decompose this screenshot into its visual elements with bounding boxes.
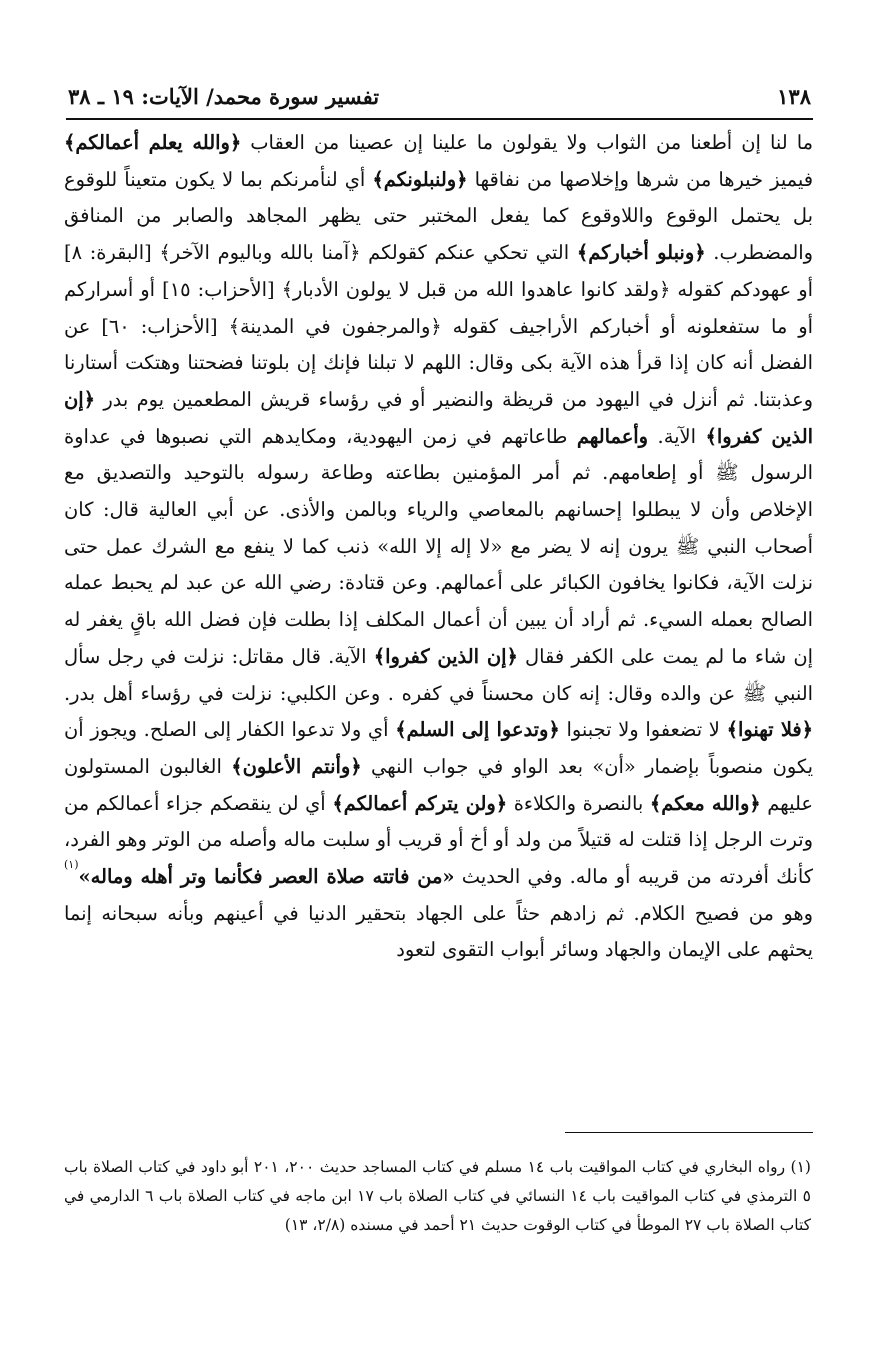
quran-quote: ﴿والله يعلم أعمالكم﴾ bbox=[64, 131, 242, 154]
text-run: التي تحكي عنكم كقولكم ﴿آمنا بالله وباليوم الآخر﴾ [البقرة: ٨] أو عهودكم كقوله ﴿ولقد كانوا عاهدوا الله من قبل لا يولون الأدبار﴾ [الأحزاب: ١٥] أو أسراركم أو ما ستفعلونه أو أخباركم الأراجيف كقوله ﴿والمرجفون في المدينة﴾ [الأحزاب: ٦٠] عن الفضل أنه كان إذا قرأ هذه الآية بكى وقال: اللهم لا تبلنا فإنك إن بلوتنا فضحتنا وهتكت أستارنا وعذبتنا. ثم أنزل في اليهود من قريظة والنضير أو في رؤساء قريش المطعمين يوم بدر bbox=[64, 241, 813, 411]
quran-quote: ﴿وتدعوا إلى السلم﴾ bbox=[395, 718, 560, 742]
quran-quote: ﴿ولن يتركم أعمالكم﴾ bbox=[332, 791, 508, 815]
footnote-rule bbox=[565, 1132, 813, 1133]
quran-quote: ﴿فلا تهنوا﴾ bbox=[726, 718, 814, 742]
text-run: الغالبون المستولون عليهم bbox=[64, 754, 813, 815]
header-rule bbox=[66, 118, 813, 120]
running-title: تفسير سورة محمد/ الآيات: ١٩ ـ ٣٨ bbox=[68, 83, 380, 109]
text-run: ما لنا إن أطعنا من الثواب ولا يقولون ما علينا إن عصينا من العقاب bbox=[241, 131, 813, 154]
main-paragraph bbox=[64, 125, 813, 969]
quran-quote: ﴿وأنتم الأعلون﴾ bbox=[231, 754, 362, 778]
text-run: أي لنأمرنكم بما لا يكون متعيناً للوقوع بل يحتمل الوقوع واللاوقوع كما يفعل المختبر حتى يظهر المجاهد والصابر من المنافق والمضطرب. bbox=[64, 167, 814, 265]
text-run: الآية. قال مقاتل: نزلت في رجل سأل النبي ﷺ عن والده وقال: إنه كان محسناً في كفره . وعن الكلبي: نزلت في رؤساء أهل بدر. bbox=[64, 644, 813, 705]
text-run: طاعاتهم في زمن اليهودية، ومكايدهم التي نصبوها في عداوة الرسول ﷺ أو إطعامهم. ثم أمر المؤمنين بطاعته وطاعة رسوله بالتوحيد والتصديق مع الإخلاص وأن لا يبطلوا إحسانهم بالمعاصي والرياء وبالمن والأذى. عن أبي العالية قال: كان أصحاب النبي ﷺ يرون إنه لا يضر مع «لا إله إلا الله» ذنب كما لا ينفع مع الشرك عمل حتى نزلت الآية، فكانوا يخافون الكبائر على أعمالهم. وعن قتادة: رضي الله عن عبد لم يحبط عمله الصالح بعمله السيء. ثم أراد أن يبين أن أعمال المكلف إذا بطلت فإن فضل الله باقٍ يغفر له إن شاء ما لم يمت على الكفر فقال bbox=[64, 424, 813, 668]
quran-quote: ﴿والله معكم﴾ bbox=[649, 791, 761, 815]
text-run: الآية. bbox=[648, 424, 706, 448]
footnote bbox=[64, 1153, 811, 1240]
text-run: وهو من فصيح الكلام. ثم زادهم حثاً على الجهاد بتحقير الدنيا في أعينهم وبأنه سبحانه إنما يحثهم على الإيمان والجهاد وسائر أبواب التقوى لتعود bbox=[64, 901, 813, 962]
footnote-text: (١) رواه البخاري في كتاب المواقيت باب ١٤ مسلم في كتاب المساجد حديث ٢٠٠، ٢٠١ أبو داود في كتاب الصلاة باب ٥ الترمذي في كتاب المواقيت باب ١٤ النسائي في كتاب الصلاة باب ١٧ ابن ماجه في كتاب الصلاة باب ٦ الدارمي في كتاب الصلاة باب ٢٧ الموطأ في كتاب الوقوت حديث ٢١ أحمد في مسنده (٢/٨، ١٣) bbox=[64, 1158, 811, 1234]
footnote-marker: (١) bbox=[64, 858, 79, 872]
text-run: أي ولا تدعوا الكفار إلى الصلح. ويجوز أن يكون منصوباً بإضمار «أن» بعد الواو في جواب النهي bbox=[64, 718, 813, 778]
quran-quote: ﴿إن الذين كفروا﴾ bbox=[373, 644, 518, 668]
page-header bbox=[68, 78, 811, 114]
text-run: فيميز خيرها من شرها وإخلاصها من نفاقها bbox=[467, 167, 813, 191]
text-run: بالنصرة والكلاءة bbox=[507, 791, 650, 815]
quran-quote: ﴿ولنبلونكم﴾ bbox=[372, 167, 468, 191]
page-number: ١٣٨ bbox=[777, 83, 811, 109]
quran-quote: ﴿ونبلو أخباركم﴾ bbox=[576, 241, 706, 265]
text-run: أي لن ينقصكم جزاء أعمالكم من وترت الرجل إذا قتلت له قتيلاً من ولد أو أخ أو قريب أو سلبت ماله وأصله من الوتر وهو الفرد، كأنك أفردته من قريبه أو ماله. وفي الحديث bbox=[64, 791, 814, 889]
text-run: لا تضعفوا ولا تجبنوا bbox=[559, 718, 727, 742]
keyword: وأعمالهم bbox=[576, 424, 649, 448]
main-text bbox=[64, 125, 813, 969]
quran-quote: ﴿إن الذين كفروا﴾ bbox=[64, 387, 814, 448]
hadith-quote: «من فاتته صلاة العصر فكأنما وتر أهله وماله» bbox=[78, 865, 455, 889]
